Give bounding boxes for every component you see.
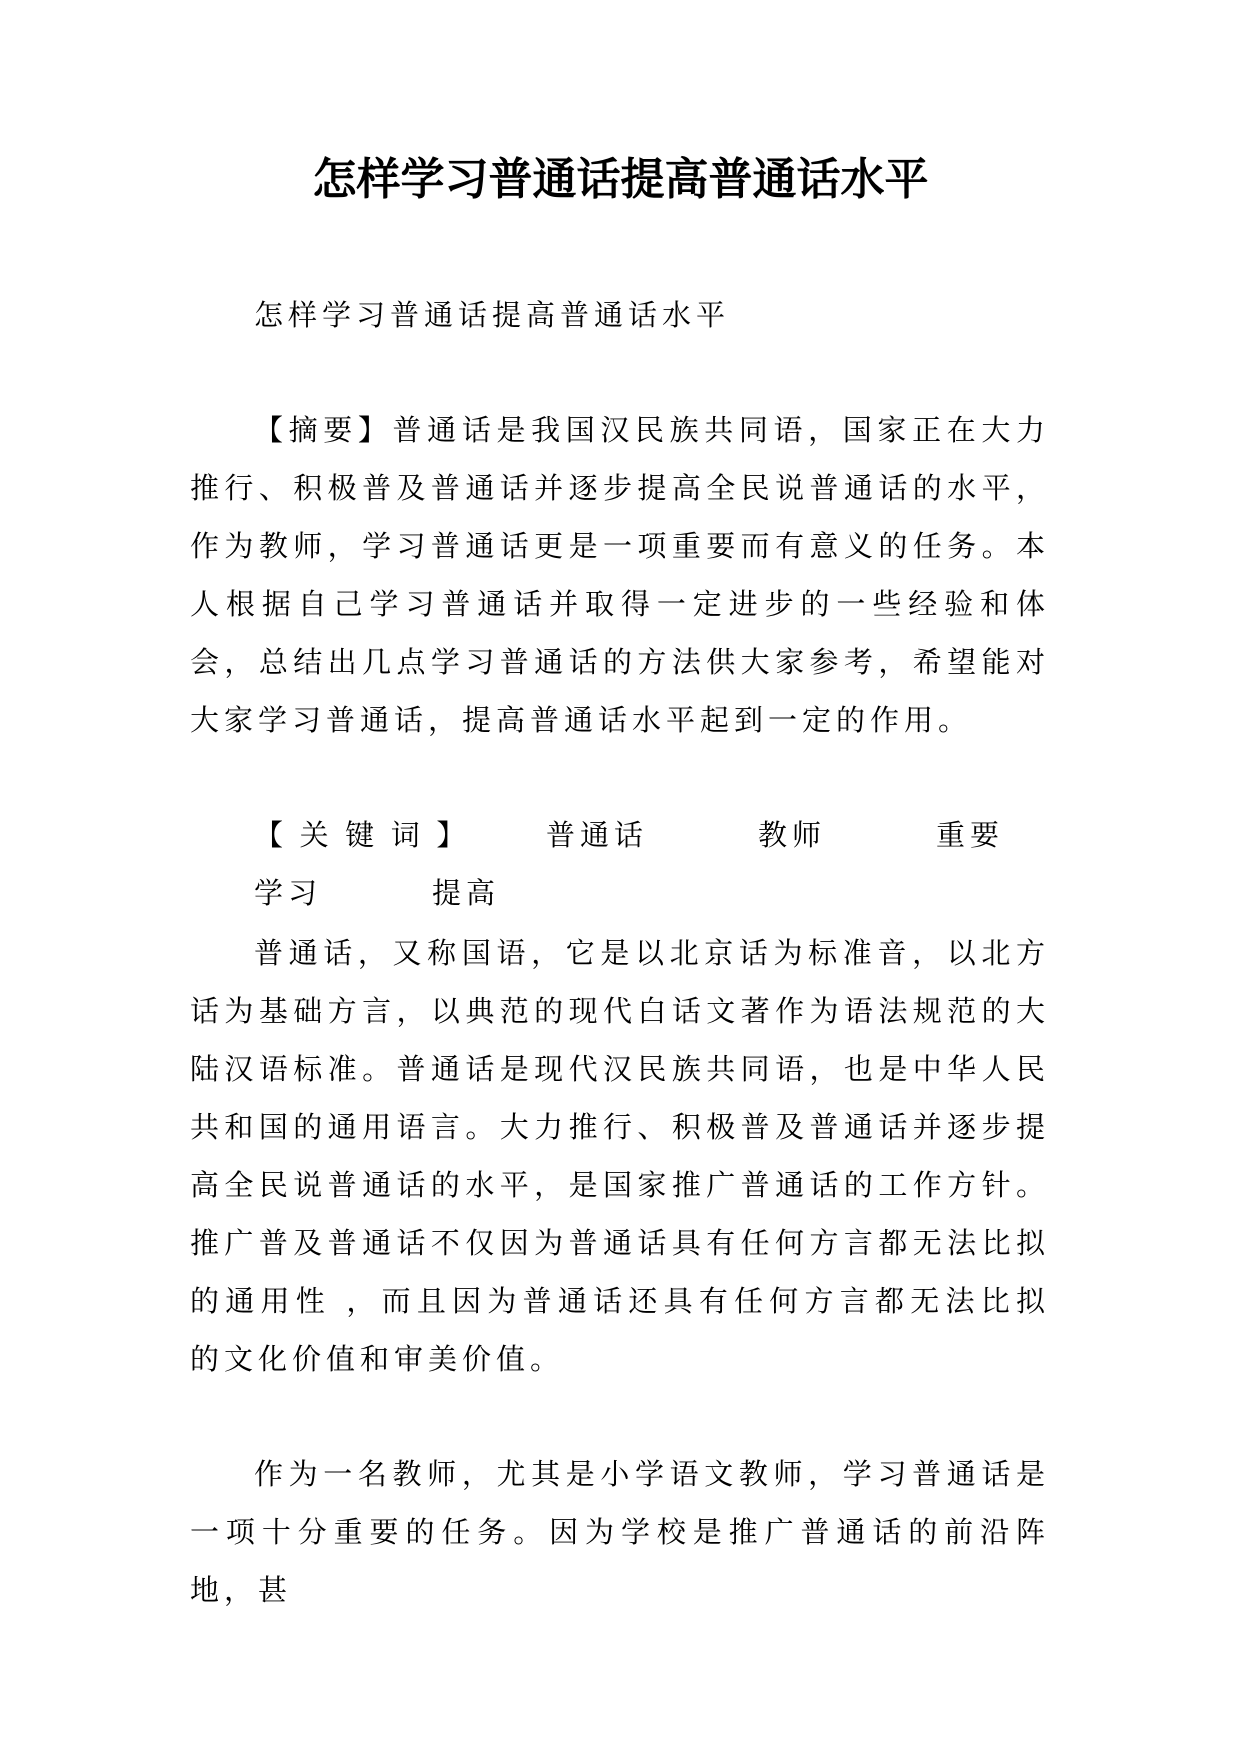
keywords-label: 【关键词】: [254, 818, 482, 852]
keyword-item: 学习: [254, 876, 323, 910]
body-paragraph: 作为一名教师，尤其是小学语文教师，学习普通话是一项十分重要的任务。因为学校是推广普通话的前沿阵地，甚: [190, 1457, 1050, 1607]
abstract-text: 普通话是我国汉民族共同语，国家正在大力推行、积极普及普通话并逐步提高全民说普通话的水平，作为教师，学习普通话更是一项重要而有意义的任务。本人根据自己学习普通话并取得一定进步的一些经验和体会，总结出几点学习普通话的方法供大家参考，希望能对大家学习普通话，提高普通话水平起到一定的作用。: [190, 413, 1050, 737]
abstract-label: 【摘要】: [254, 413, 393, 447]
keyword-item: 提高: [432, 876, 501, 910]
abstract-paragraph: [190, 401, 1050, 749]
keyword-item: 重要: [935, 818, 1004, 852]
document-title: 怎样学习普通话提高普通话水平: [312, 154, 929, 205]
keyword-item: 教师: [757, 818, 826, 852]
body-paragraph: 普通话，又称国语，它是以北京话为标准音，以北方话为基础方言，以典范的现代白话文著作为语法规范的大陆汉语标准。普通话是现代汉民族共同语，也是中华人民共和国的通用语言。大力推行、积极普及普通话并逐步提高全民说普通话的水平，是国家推广普通话的工作方针。推广普及普通话不仅因为普通话具有任何方言都无法比拟的通用性 ，而且因为普通话还具有任何方言都无法比拟的文化价值和审美价值。: [190, 936, 1050, 1376]
keyword-item: 普通话: [545, 818, 648, 852]
keywords-line: [190, 806, 1050, 922]
document-subtitle: 怎样学习普通话提高普通话水平: [254, 298, 731, 332]
